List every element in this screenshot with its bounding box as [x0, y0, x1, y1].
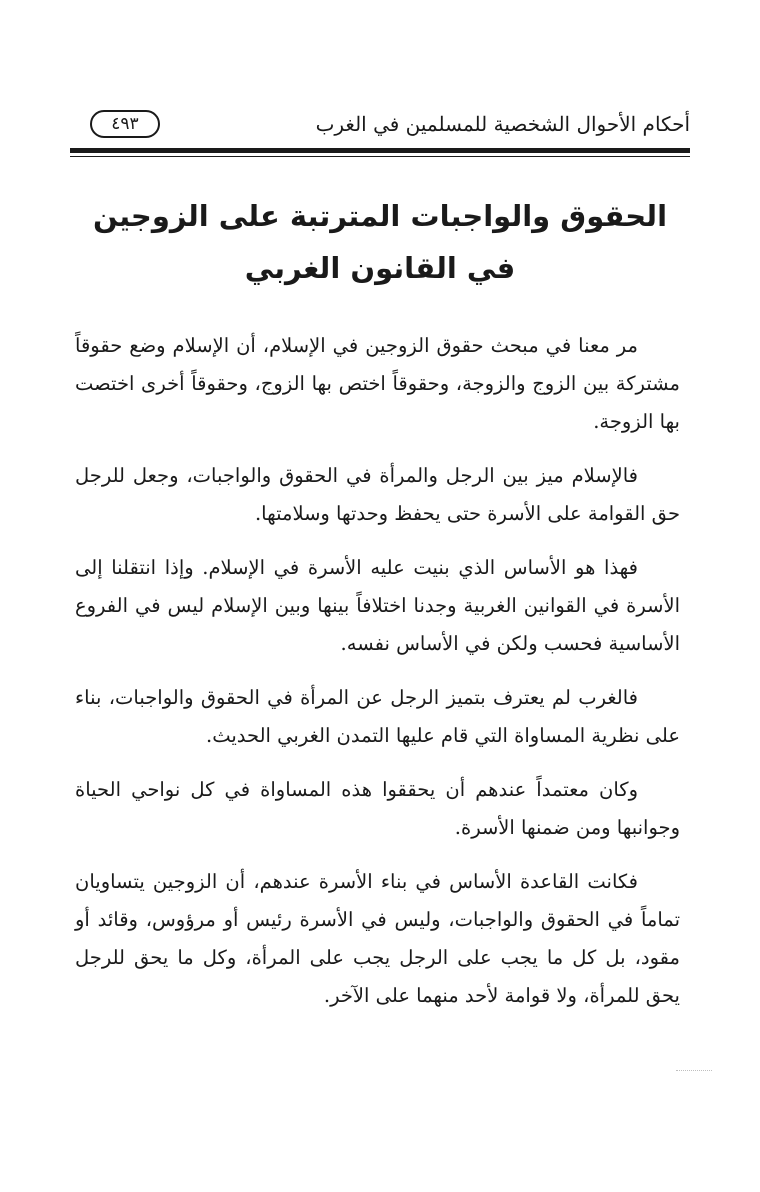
chapter-title-line-2: في القانون الغربي: [244, 251, 516, 285]
page-number: ٤٩٣: [90, 110, 160, 138]
running-title: أحكام الأحوال الشخصية للمسلمين في الغرب: [315, 112, 690, 136]
paragraph: فالغرب لم يعترف بتميز الرجل عن المرأة في الحقوق والواجبات، بناء على نظرية المساواة التي قام عليها التمدن الغربي الحديث.: [75, 686, 680, 747]
paragraph: فكانت القاعدة الأساس في بناء الأسرة عندهم، أن الزوجين يتساويان تماماً في الحقوق والواجبات، وليس في الأسرة رئيس أو مرؤوس، وقائد أو مقود، بل كل ما يجب على الرجل يجب على المرأة، وكل ما يحق للرجل يحق للمرأة، ولا قوامة لأحد منهما على الآخر.: [75, 870, 680, 1007]
chapter-title-line-1: الحقوق والواجبات المترتبة على الزوجين: [92, 199, 668, 233]
paragraph: وكان معتمداً عندهم أن يحققوا هذه المساواة في كل نواحي الحياة وجوانبها ومن ضمنها الأسرة.: [75, 778, 680, 839]
header-rule-thin: [70, 156, 690, 157]
body-text: [75, 327, 680, 1031]
paragraph: فهذا هو الأساس الذي بنيت عليه الأسرة في الإسلام. وإذا انتقلنا إلى الأسرة في القوانين الغربية وجدنا اختلافاً بينها وبين الإسلام ليس في الفروع الأساسية فحسب ولكن في الأساس نفسه.: [75, 556, 680, 655]
scan-specks: [676, 1066, 712, 1071]
paragraph: فالإسلام ميز بين الرجل والمرأة في الحقوق والواجبات، وجعل للرجل حق القوامة على الأسرة حتى يحفظ وحدتها وسلامتها.: [75, 464, 680, 525]
header-rule-thick: [70, 148, 690, 153]
paragraph: مر معنا في مبحث حقوق الزوجين في الإسلام، أن الإسلام وضع حقوقاً مشتركة بين الزوج والزوجة، وحقوقاً اختص بها الزوج، وحقوقاً أخرى اختصت بها الزوجة.: [75, 334, 680, 433]
chapter-title: [80, 190, 680, 294]
page-header: [70, 108, 690, 144]
